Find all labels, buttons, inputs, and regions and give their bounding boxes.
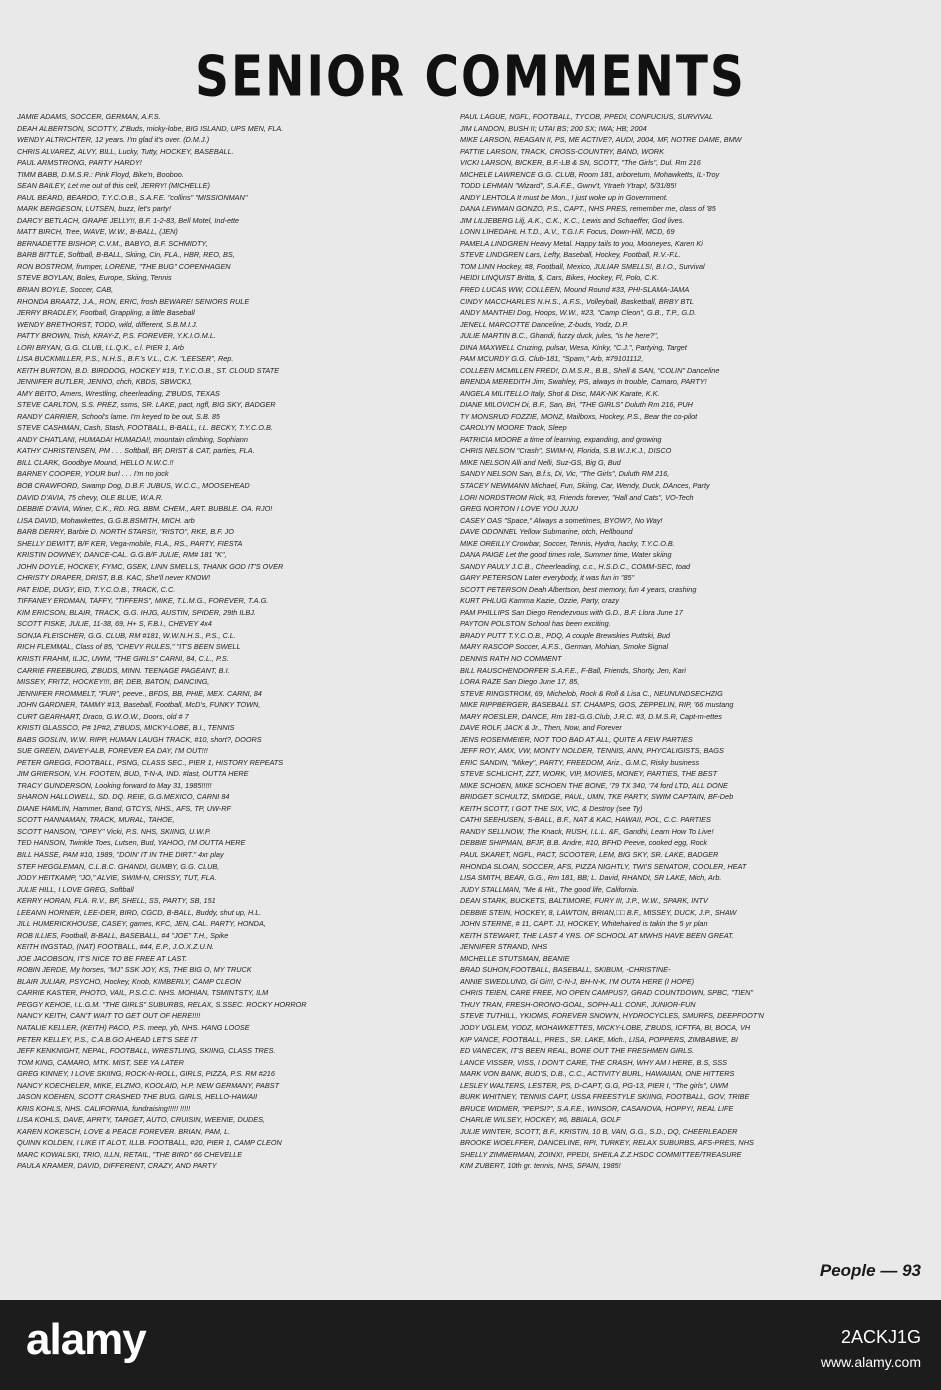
senior-comment: MIKE SCHOEN, MIKE SCHOEN THE BONE, '79 TX 340, '74 ford LTD, ALL DONE xyxy=(460,780,728,790)
senior-comment: BRENDA MEREDITH Jim, Swahley, PS, always in trouble, Camaro, PARTY! xyxy=(460,377,707,387)
image-id: 2ACKJ1G xyxy=(840,1327,921,1347)
senior-comment: DEBBIE STEIN, HOCKEY, 8, LAWTON, BRIAN,□□ B.F., MISSEY, DUCK, J.P., SHAW xyxy=(460,907,737,917)
senior-comment: BOB CRAWFORD, Swamp Dog, D.B.F. JUBUS, W.C.C., MOOSEHEAD xyxy=(17,481,250,490)
senior-comment: ANDY CHATLANI, HUMADA! HUMADA!!, mountain climbing, Sophiann xyxy=(17,434,248,444)
senior-comment: JENNIFER STRAND, NHS xyxy=(460,942,548,952)
senior-comment: CURT GEARHART, Draco, G.W.O.W., Doors, old # 7 xyxy=(17,711,189,721)
senior-comment: TY MONSRUD FOZZIE, MONZ, Mailboxs, Hockey, P.S., Bear the co-pilot xyxy=(460,411,698,421)
senior-comment: KIM ZUBERT, 10th gr. tennis, NHS, SPAIN, 1985! xyxy=(460,1161,621,1171)
senior-comment: CAROLYN MOORE Track, Sleep xyxy=(460,423,567,433)
senior-comment: SCOTT FISKE, JULIE, 11-38, 69, H+ S, F.B.I., CHEVEY 4x4 xyxy=(17,619,212,629)
senior-comment: TIMM BABB, D.M.S.R.: Pink Floyd, Bike'n, Booboo. xyxy=(17,169,184,179)
senior-comment: PATRICIA MOORE a time of learning, expanding, and growing xyxy=(460,434,662,444)
senior-comment: MARY RASCOP Soccer, A.F.S., German, Mohian, Smoke Signal xyxy=(460,642,669,652)
senior-comment: PETER KELLEY, P.S., C.A.B.GO AHEAD LET'S SEE IT xyxy=(17,1034,198,1044)
senior-comment: KIM ERICSON, BLAIR, TRACK, G.G. IHJG, AUSTIN, SPIDER, 29th ILBJ. xyxy=(17,607,256,617)
senior-comment: DIANE MILOVICH Di, B.F., San, Bri, "THE GIRLS" Duluth Rm 216, PUH xyxy=(460,400,693,410)
senior-comment: JULIE WINTER, SCOTT, B.F., KRISTIN, 10 B, VAN, G.G., S.D., DQ, CHEERLEADER xyxy=(460,1126,738,1136)
senior-comment: JASON KOEHEN, SCOTT CRASHED THE BUG. GIRLS, HELLO-HAWAII xyxy=(17,1092,258,1102)
senior-comment: PAUL BEARD, BEARDO, T.Y.C.O.B., S.A.F.E. "collins" "MISSIONMAN" xyxy=(17,192,248,202)
senior-comment: DIANE HAMLIN, Hammer, Band, GTCYS, NHS., AFS, TP, UW-RF xyxy=(17,803,231,813)
senior-comment: PATTIE LARSON, TRACK, CROSS-COUNTRY, BAND, WORK xyxy=(460,146,664,156)
senior-comment: NATALIE KELLER, (KEITH) PACO, P.S. meep, yb, NHS. HANG LOOSE xyxy=(17,1022,250,1032)
alamy-logo: alamy xyxy=(26,1315,146,1364)
senior-comment: CHRIS NELSON "Crash", SWIM-N, Florida, S.B.W.J.K.J., DISCO xyxy=(460,446,672,456)
senior-comment: PAUL ARMSTRONG, PARTY HARDY! xyxy=(17,158,142,168)
senior-comment: BRUCE WIDMER, "PEPSI?", S.A.F.E., WINSOR, CASANOVA, HOPPY!, REAL LIFE xyxy=(460,1103,734,1113)
senior-comment: BRIDGET SCHULTZ, SMIDGE, PAUL, UMN, TKE PARTY, SWIM CAPTAIN, BF-Deb xyxy=(460,792,734,802)
senior-comment: JENNIFER BUTLER, JENNO, chch, KBDS, SBWCKJ, xyxy=(17,377,193,387)
senior-comment: JULIE MARTIN B.C., Ghandi, fuzzy duck, jules, "is he here?", xyxy=(460,331,659,341)
senior-comment: THUY TRAN, FRESH-ORONO-GOAL, SOPH-ALL CONF., JUNIOR-FUN xyxy=(460,999,696,1009)
senior-comment: NANCY KEITH, CAN'T WAIT TO GET OUT OF HERE!!!! xyxy=(17,1011,201,1021)
senior-comment: SCOTT HANNAMAN, TRACK, MURAL, TAHOE, xyxy=(17,815,175,825)
senior-comment: DEBBIE D'AVIA, Winer, C.K., RD. RG. BBM. CHEM., ART. BUBBLE. OA. RJO! xyxy=(17,504,273,514)
senior-comment: STEVE CASHMAN, Cash, Stash, FOOTBALL, B-BALL, I.L. BECKY, T.Y.C.O.B. xyxy=(17,423,273,433)
senior-comment: MICHELLE STUTSMAN, BEANIE xyxy=(460,953,570,963)
senior-comment: LORI NORDSTROM Rick, #3, Friends forever, "Hall and Cats", VO-Tech xyxy=(460,492,694,502)
senior-comment: LESLEY WALTERS, LESTER, PS, D-CAPT, G.G, PG-13, PIER I, "The girls", UWM xyxy=(460,1080,729,1090)
senior-comment: CHRIS ALVAREZ, ALVY, BILL, Lucky, Tutty, HOCKEY, BASEBALL. xyxy=(17,146,234,156)
senior-comment: SHARON HALLOWELL, SD. DQ. REIE, G.G.MEXICO, CARNI 84 xyxy=(17,792,230,802)
senior-comment: LORI BRYAN, G.G. CLUB, I.L.Q.K., c.l. PIER 1, Arb xyxy=(17,342,184,352)
senior-comment: BRADY PUTT T.Y.C.O.B., PDQ, A couple Brewskies Puttski, Bud xyxy=(460,630,671,640)
senior-comment: MARK VON BANK, BUD'S, D.B., C.C., ACTIVITY BURL, HAWAIIAN, ONE HITTERS xyxy=(460,1069,735,1079)
senior-comment: JENS ROSENMEIER, NOT TOO BAD AT ALL, QUITE A FEW PARTIES xyxy=(460,734,693,744)
watermark-url: www.alamy.com xyxy=(820,1354,921,1370)
senior-comment: JIM LILJEBERG Lilj, A.K., C.K., K.C., Lewis and Schaeffer, God lives. xyxy=(460,215,685,225)
senior-comment: ANDY MANTHEI Dog, Hoops, W.W., #23, "Camp Cleon", G.B., T.P., G.D. xyxy=(460,308,697,318)
senior-comment: AMY BEITO, Amers, Wrestling, cheerleading, Z'BUDS, TEXAS xyxy=(17,388,220,398)
senior-comment: MIKE OREILLY Crowbar, Soccer, Tennis, Hydro, hacky, T.Y.C.O.B. xyxy=(460,538,675,548)
senior-comment: MARK BERGESON, LUTSEN, buzz, let's party! xyxy=(17,204,171,214)
senior-comment: TOM KING, CAMARO, MTK. MIST, SEE YA LATER xyxy=(17,1057,184,1067)
senior-comment: BLAIR JULIAR, PSYCHO, Hockey, Knob, KIMBERLY, CAMP CLEON xyxy=(17,976,241,986)
senior-comment: DEAH ALBERTSON, SCOTTY, Z'Buds, micky-lobe, BIG ISLAND, UPS MEN, FLA. xyxy=(17,123,284,133)
senior-comment: JOHN DOYLE, HOCKEY, FYMC, GSEK, LINN SMELLS, THANK GOD IT'S OVER xyxy=(17,561,284,571)
senior-comment: SUE GREEN, DAVEY-ALB, FOREVER EA DAY, I'M OUT!!! xyxy=(17,746,208,756)
senior-comment: GREG NORTON I LOVE YOU JUJU xyxy=(460,504,578,514)
senior-comment: SHELLY ZIMMERMAN, ZOINX!, PPEDI, SHEILA Z.Z.HSDC COMMITTEE/TREASURE xyxy=(460,1149,742,1159)
senior-comment: SCOTT PETERSON Deah Albertson, best memory, fun 4 years, crashing xyxy=(460,584,697,594)
senior-comment: RANDY SELLNOW, The Knack, RUSH, I.L.L. &F., Gandhi, Learn How To Live! xyxy=(460,826,714,836)
senior-comment: NANCY KOECHELER, MIKE, ELZMO, KOOLAID, H.P. NEW GERMANY, PABST xyxy=(17,1080,280,1090)
senior-comment: STACEY NEWMANN Michael, Fun, Skiing, Car, Wendy, Duck, DAnces, Party xyxy=(460,481,710,490)
senior-comment: MISSEY, FRITZ, HOCKEY!!!, BF, DEB, BATON, DANCING, xyxy=(17,677,210,687)
senior-comment: PAULA KRAMER, DAVID, DIFFERENT, CRAZY, AND PARTY xyxy=(17,1161,217,1171)
senior-comment: WENDY BRETHORST, TODD, wild, different, S.B.M.I.J. xyxy=(17,319,198,329)
senior-comment: SEAN BAILEY, Let me out of this cell, JERRY! (MICHELLE) xyxy=(17,181,210,191)
senior-comment: PETER GREGG, FOOTBALL, PSNG, CLASS SEC., PIER 1, HISTORY REPEATS xyxy=(17,757,284,767)
senior-comment: CINDY MACCHARLES N.H.S., A.F.S., Volleyball, Basketball, BRBY BTL xyxy=(460,296,694,306)
senior-comment: STEVE BOYLAN, Boles, Europe, Skiing, Tennis xyxy=(17,273,172,283)
senior-comment: BILL CLARK, Goodbye Mound, HELLO N.W.C.!! xyxy=(17,457,174,467)
senior-comment: LISA DAVID, Mohawkettes, G.G.B.BSMITH, MICH. arb xyxy=(17,515,195,525)
senior-comment: JIM GRIERSON, V.H. FOOTEN, BUD, T-N-A, IND. #last, OUTTA HERE xyxy=(17,769,249,779)
senior-comment: MIKE RIPPBERGER, BASEBALL ST. CHAMPS, GOS, ZEPPELIN, RIP, '66 mustang xyxy=(460,700,734,710)
senior-comment: LORA RAZE San Diego June 17, 85, xyxy=(460,677,580,687)
senior-comment: JOHN GARDNER, TAMMY #13, Baseball, Football, McD's, FUNKY TOWN, xyxy=(17,700,261,710)
senior-comment: CHRISTY DRAPER, DRIST, B.B. KAC, She'll never KNOW! xyxy=(17,573,211,583)
senior-comment: DARCY BETLACH, GRAPE JELLY!!, B.F. 1-2-83, Bell Motel, Ind-ette xyxy=(17,215,240,225)
senior-comment: CATHI SEEHUSEN, S-BALL, B.F., NAT & KAC, HAWAII, POL, C.C. PARTIES xyxy=(460,815,711,825)
senior-comment: DENNIS RATH NO COMMENT xyxy=(460,653,562,663)
senior-comment: KERRY HORAN, FLA. R.V., BF, SHELL, SS, PARTY, SB, 151 xyxy=(17,896,216,906)
senior-comment: CASEY OAS "Space," Always a sometimes, BYOW?, No Way! xyxy=(460,515,663,525)
senior-comment: BARB BITTLE, Softball, B-BALL, Skiing, Cin, FLA., HBR, REO, BS, xyxy=(17,250,235,260)
senior-comment: RON BOSTROM, frumper, LORENE, "THE BUG" COPENHAGEN xyxy=(17,261,231,271)
senior-comment: CARRIE FREEBURG, Z'BUDS, MINN. TEENAGE PAGEANT, B.I. xyxy=(17,665,230,675)
senior-comment: STEVE SCHLICHT, ZZT, WORK, VIP, MOVIES, MONEY, PARTIES, THE BEST xyxy=(460,769,718,779)
senior-comment: RICH FLEMMAL, Class of 85, "CHEVY RULES," "IT'S BEEN SWELL xyxy=(17,642,241,652)
senior-comment: ED VANECEK, IT'S BEEN REAL, BORE OUT THE FRESHMEN GIRLS. xyxy=(460,1046,695,1056)
senior-comment: KIP VANCE, FOOTBALL, PRES., SR. LAKE, Mich., LISA, POPPERS, ZIMBABWE, BI xyxy=(460,1034,738,1044)
senior-comment: LISA BUCKMILLER, P.S., N.H.S., B.F.'s V.L., C.K. "LEESER", Rep. xyxy=(17,354,234,364)
senior-comment: SHELLY DEWITT, B/F KER, Vega-mobile, FLA., RS., PARTY, FIESTA xyxy=(17,538,243,548)
senior-comment: ROB ILLIES, Football, B-BALL, BASEBALL, #4 "JOE" T.H., Spike xyxy=(17,930,229,940)
senior-comment: JODY UGLEM, YODZ, MOHAWKETTES, MICKY-LOBE, Z'BUDS, ICFTFA, BI, BOCA, VH xyxy=(460,1022,751,1032)
senior-comment: CHARLIE WILSEY, HOCKEY, #6, BBIALA, GOLF xyxy=(460,1115,621,1125)
senior-comment: JIM LANDON, BUSH II; UTAI BS; 200 SX; IWA; HB; 2004 xyxy=(460,123,647,133)
senior-comment: DAVE ODONNEL Yellow Submarine, otch, Hellbound xyxy=(460,527,633,537)
senior-comment: BROOKE WOELFFER, DANCELINE, RPI, TURKEY, RELAX SUBURBS, AFS-PRES, NHS xyxy=(460,1138,754,1148)
senior-comment: KEITH INGSTAD, (NAT) FOOTBALL, #44, E.P., J.O.X.Z.U.N. xyxy=(17,942,215,952)
senior-comment: DAVID D'AVIA, 75 chevy, OLE BLUE, W.A.R. xyxy=(17,492,164,502)
senior-comment: LONN LIHEDAHL H.T.D., A.V., T.G.I.F. Focus, Down-Hill, MCD, 69 xyxy=(460,227,675,237)
footer-page-number: 93 xyxy=(902,1261,921,1280)
senior-comment: SANDY PAULY J.C.B., Cheerleading, c.c., H.S.D.C., COMM-SEC, toad xyxy=(460,561,691,571)
senior-comment: TODD LEHMAN "Wizard", S.A.F.E., Gwnv't, Ytraeh Ytrap!, 5/31/85! xyxy=(460,181,677,191)
senior-comment: KEITH BURTON, B.D. BIRDDOG, HOCKEY #19, T.Y.C.O.B., ST. CLOUD STATE xyxy=(17,365,280,375)
senior-comment: QUINN KOLDEN, I LIKE IT ALOT, ILLB. FOOTBALL, #20, PIER 1, CAMP CLEON xyxy=(17,1138,282,1148)
senior-comment: JAMIE ADAMS, SOCCER, GERMAN, A.F.S. xyxy=(17,112,161,121)
senior-comment: JEFF ROY, AMX, VW, MONTY NOLDER, TENNIS, ANN, PHYCALIGISTS, BAGS xyxy=(460,746,724,756)
senior-comment: PAT EIDE, DUGY, EID, T.Y.C.O.B., TRACK, C.C. xyxy=(17,584,176,594)
senior-comment: SANDY NELSON San, B.f.s, Di, Vic, "The Girls", Duluth RM 216, xyxy=(460,469,670,479)
senior-comment: STEVE TUTHILL, YKIOMS, FOREVER SNOW'N, HYDROCYCLES, SMURFS, DEEPFOOT'N xyxy=(460,1011,764,1021)
senior-comment: LISA SMITH, BEAR, G.G., Rm 181, BB; L. David, RHANDI, SR LAKE, Mich, Arb. xyxy=(460,873,722,883)
senior-comment: WENDY ALTRICHTER, 12 years. I'm glad it's over. (D.M.J.) xyxy=(17,135,210,145)
senior-comment: ANGELA MILITELLO Italy, Shot & Disc, MAK-NK Karate, K.K. xyxy=(460,388,660,398)
senior-comment: BRAD SUHON,FOOTBALL, BASEBALL, SKIBUM, -CHRISTINE- xyxy=(460,965,671,975)
senior-comment: LISA KOHLS, DAVE, APRTY, TARGET, AUTO, CRUISIN, WEENIE, DUDES, xyxy=(17,1115,266,1125)
left-comment-column xyxy=(17,111,453,1172)
right-comment-column xyxy=(460,111,926,1172)
senior-comment: PAM MCURDY G.G. Club-181, "Spam," Arb, #79101112, xyxy=(460,354,644,364)
senior-comment: TRACY GUNDERSON, Looking forward to May 31, 1985!!!!! xyxy=(17,780,212,790)
senior-comment: DEAN STARK, BUCKETS, BALTIMORE, FURY III, J.P., W.W., SPARK, INTV xyxy=(460,896,708,906)
senior-comment: FRED LUCAS WW, COLLEEN, Mound Round #33, PHI-SLAMA-JAMA xyxy=(460,284,690,294)
senior-comment: RHONDA BRAATZ, J.A., RON, ERIC, frosh BEWARE! SENIORS RULE xyxy=(17,296,250,306)
senior-comment: PAMELA LINDGREN Heavy Metal. Happy tails to you, Mooneyes, Karen Ki xyxy=(460,238,703,248)
senior-comment: KRISTI FRAHM, ILJC, UWM, "THE GIRLS" CARNI, 84, C.L., P.S. xyxy=(17,653,229,663)
senior-comment: BERNADETTE BISHOP, C.V.M., BABYO, B.F. SCHMIDTY, xyxy=(17,238,208,248)
senior-comment: KEITH SCOTT, I GOT THE SIX, VIC, & Destroy (see Ty) xyxy=(460,803,643,813)
senior-comment: MICHELE LAWRENCE G.G. CLUB, Room 181, arboretum, Mohawketts, IL-Troy xyxy=(460,169,720,179)
senior-comment: JENELL MARCOTTE Danceline, Z-buds, Yodz, D.P. xyxy=(460,319,629,329)
senior-comment: DINA MAXWELL Cruzing, pulsar, Wesa, Kinky, "C.J.", Partying, Target xyxy=(460,342,687,352)
footer-section: People xyxy=(819,1261,876,1280)
senior-comment: SCOTT HANSON, "OPEY" Vicki, P.S. NHS, SKIING, U.W.P. xyxy=(17,826,211,836)
senior-comment: DAVE ROLF, JACK & Jr., Then, Now, and Forever xyxy=(460,723,622,733)
senior-comment: JILL HUMERICKHOUSE, CASEY, games, KFC, JEN, CAL. PARTY, HONDA, xyxy=(17,919,266,929)
senior-comment: KRISTIN DOWNEY, DANCE-CAL. G.G.B/F JULIE, RM# 181 "K", xyxy=(17,550,227,560)
senior-comment: KRISTI GLASSCO, P# 1P#2, Z'BUDS, MICKY-LOBE, B.I., TENNIS xyxy=(17,723,235,733)
senior-comment: BILL RAUSCHENDORFER S.A.F.E., F-Ball, Friends, Shorty, Jen, Kari xyxy=(460,665,686,675)
senior-comment: TIFFANEY ERDMAN, TAFFY, "TIFFERS", MIKE, T.L.M.G., FOREVER, T.A.G. xyxy=(17,596,269,606)
senior-comment: JOHN STERNE, # 11, CAPT. JJ, HOCKEY, Whitehaired is takin the 5 yr plan xyxy=(460,919,708,929)
senior-comment: JULIE HILL, I LOVE GREG, Softball xyxy=(17,884,134,894)
senior-comment: STEF HEGGLEMAN, C.L.B.C. GHANDI, GUMBY, G.G. CLUB, xyxy=(17,861,220,871)
senior-comment: JEFF KENKNIGHT, NEPAL, FOOTBALL, WRESTLING, SKIING, CLASS TRES. xyxy=(17,1046,276,1056)
senior-comment: JERRY BRADLEY, Football, Grappling, a little Baseball xyxy=(17,308,195,318)
senior-comment: JENNIFER FROMMELT, "FUR", peeve., BFDS, BB, PHIE, MEX. CARNI, 84 xyxy=(17,688,262,698)
senior-comment: DANA PAIGE Let the good times role, Summer time, Water skiing xyxy=(460,550,672,560)
senior-comment: CHRIS TEIEN, CARE FREE, NO OPEN CAMPUS?, GRAD COUNTDOWN, SPBC, "TIEN" xyxy=(460,988,754,998)
senior-comment: HEIDI LINQUIST Britta, $, Cars, Bikes, Hockey, Fl, Polo, C.K. xyxy=(460,273,659,283)
senior-comment: KRIS KOHLS, NHS. CALIFORNIA, fundraising!!!!! !!!!! xyxy=(17,1103,191,1113)
senior-comment: DEBBIE SHIPMAN, BFJF, B.B. Andre, #10, BFHD Peeve, cooked egg, Rock xyxy=(460,838,707,848)
senior-comment: KURT PHLUG Kamma Kazie, Ozzie, Party, crazy xyxy=(460,596,620,606)
page-footer xyxy=(820,1261,921,1281)
senior-comment: LEEANN HORNER, LEE-DER, BIRD, CGCD, B-BALL, Buddy, shut up, H.L. xyxy=(17,907,262,917)
footer-separator: — xyxy=(880,1261,898,1280)
senior-comment: GARY PETERSON Later everybody, it was fun in "85" xyxy=(460,573,635,583)
senior-comment: ERIC SANDIN, "Mikey", PARTY, FREEDOM, Ariz., G.M.C, Risky business xyxy=(460,757,700,767)
senior-comment: PAUL SKARET, NGFL, PACT, SCOOTER, LEM, BIG SKY, SR. LAKE, BADGER xyxy=(460,850,719,859)
senior-comment: PATTY BROWN, Trish, KRAY-Z, P.S. FOREVER, Y.K.I.O.M.L. xyxy=(17,331,216,341)
senior-comment: ROBIN JERDE, My horses, "MJ" SSK JOY, KS, THE BIG O, MY TRUCK xyxy=(17,965,252,975)
senior-comment: MARY ROESLER, DANCE, Rm 181-G.G.Club, J.R.C. #3, D.M.S.R, Capt-m-ettes xyxy=(460,711,722,721)
senior-comment: KATHY CHRISTENSEN, PM . . . Softball, BF, DRIST & CAT, parties, FLA. xyxy=(17,446,255,456)
senior-comment: BARB DERRY, Barbie D. NORTH STARS!!, "RISTO", RKE, B.F. JO xyxy=(17,527,234,537)
senior-comment: ANDY LEHTOLA It must be Mon., I just woke up in Government. xyxy=(460,192,668,202)
senior-comment: TED HANSON, Twinkle Toes, Lutsen, Bud, YAHOO, I'M OUTTA HERE xyxy=(17,838,246,848)
senior-comment: PAYTON POLSTON School has been exciting. xyxy=(460,619,611,629)
senior-comment: GREG KINNEY, I LOVE SKIING, ROCK-N-ROLL, GIRLS, PIZZA, P.S. RM #216 xyxy=(17,1069,275,1079)
senior-comment: BURK WHITNEY, TENNIS CAPT, USSA FREESTYLE SKIING, FOOTBALL, GOV, TRIBE xyxy=(460,1092,750,1102)
senior-comment: RHONDA SLOAN, SOCCER, AFS, PIZZA NIGHTLY, TWI'S SENATOR, COOLER, HEAT xyxy=(460,861,747,871)
senior-comment: COLLEEN MCMILLEN FRED!, D.M.S.R., B.B., Shell & SAN, "COLIN" Danceline xyxy=(460,365,720,375)
senior-comment: KAREN KOKESCH, LOVE & PEACE FOREVER. BRIAN, PAM, L. xyxy=(17,1126,231,1136)
senior-comment: PAUL LAGUE, NGFL, FOOTBALL, TYCOB, PPEDI, CONFUCIUS, SURVIVAL xyxy=(460,112,714,121)
senior-comment: STEVE LINDGREN Lars, Lefty, Baseball, Hockey, Football, R.V.-F.L. xyxy=(460,250,681,260)
senior-comment: RANDY CARRIER, School's lame. I'm keyed to be out, S.B. 85 xyxy=(17,411,220,421)
senior-comment: JOE JACOBSON, IT'S NICE TO BE FREE AT LAST. xyxy=(17,953,188,963)
senior-comment: MIKE LARSON, REAGAN II, PS, ME ACTIVE?, AUDI, 2004, MF, NOTRE DAME, BMW xyxy=(460,135,742,145)
senior-comment: JUDY STALLMAN, "Me & Hit., The good life, California. xyxy=(460,884,639,894)
senior-comment: ANNIE SWEDLUND, Gi Gi!!!, C-N-J, BH-N-K, I'M OUTA HERE (I HOPE) xyxy=(460,976,695,986)
senior-comment: VICKI LARSON, BICKER, B.F.-LB & SN, SCOTT, "The Girls", Dul. Rm 216 xyxy=(460,158,701,168)
senior-comment: MARC KOWALSKI, TRIO, ILLN, RETAIL, "THE BIRD" 66 CHEVELLE xyxy=(17,1149,243,1159)
senior-comment: DANA LEWMAN GONZO, P.S., CAPT., NHS PRES, remember me, class of '85 xyxy=(460,204,716,214)
senior-comment: BARNEY COOPER, YOUR burl . . . I'm no jock xyxy=(17,469,169,479)
senior-comment: BRIAN BOYLE, Soccer, CAB, xyxy=(17,284,114,294)
senior-comment: CARRIE KASTER, PHOTO, VAIL, P.S.C.C. NHS. MOHIAN, TSMINTSTY, ILM xyxy=(17,988,269,998)
senior-comment: KEITH STEWART, THE LAST 4 YRS. OF SCHOOL AT MWHS HAVE BEEN GREAT. xyxy=(460,930,734,940)
senior-comment: SONJA FLEISCHER, G.G. CLUB, RM #181, W.W.N.H.S., P.S., C.L. xyxy=(17,630,236,640)
senior-comment: STEVE CARLTON, S.S. PREZ, ssms, SR. LAKE, pact, ngfl, BIG SKY, BADGER xyxy=(17,400,276,410)
senior-comment: STEVE RINGSTROM, 69, Michelob, Rock & Roll & Lisa C., NEUNUNDSECHZIG xyxy=(460,688,723,698)
senior-comment: TOM LINN Hockey, #8, Football, Mexico, JULIAR SMELLS!, B.I.O., Survival xyxy=(460,261,705,271)
senior-comment: BABS GOSLIN, W.W. RIPP, HUMAN LAUGH TRACK, #10, short?, DOORS xyxy=(17,734,262,744)
senior-comment: BILL HASSE, PAM #10, 1989, "DOIN' IT IN THE DIRT." 4xr play xyxy=(17,850,224,859)
senior-comment: PAM PHILLIPS San Diego Rendezvous with G.D., B.F. Llora June 17 xyxy=(460,607,683,617)
senior-comment: JODY HEITKAMP, "JO," ALVIE, SWIM-N, CRISSY, TUT, FLA. xyxy=(17,873,217,883)
page-title: SENIOR COMMENTS xyxy=(195,44,746,110)
senior-comment: PEGGY KEHOE, I.L.G.M. "THE GIRLS" SUBURBS, RELAX, S.SSEC. ROCKY HORROR xyxy=(17,999,307,1009)
senior-comment: LANCE VISSER, VISS, I DON'T CARE, THE CRASH, WHY AM I HERE, B.S, SSS xyxy=(460,1057,727,1067)
senior-comment: MIKE NELSON Alli and Nelli, Suz-GS, Big G, Bud xyxy=(460,457,621,467)
senior-comment: MATT BIRCH, Tree, WAVE, W.W., B-BALL, (JEN) xyxy=(17,227,178,237)
